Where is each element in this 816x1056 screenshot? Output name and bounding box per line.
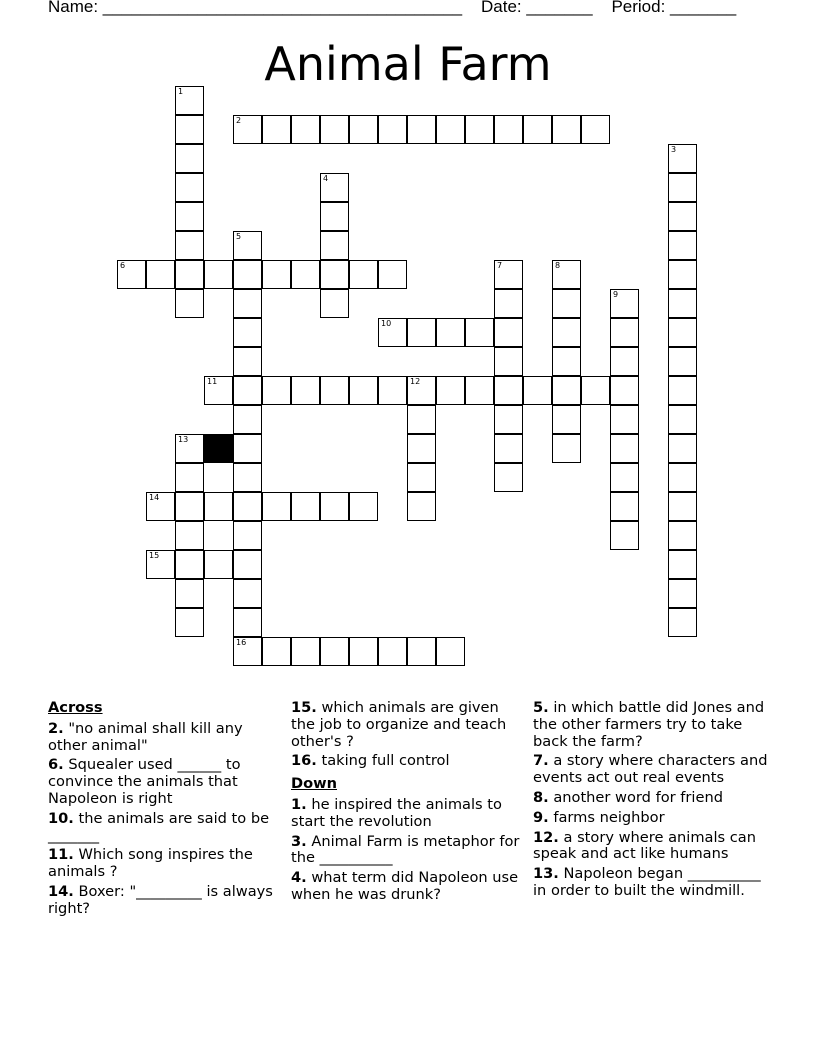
clue-down-12: 12. a story where animals can speak and act like humans bbox=[533, 828, 756, 863]
grid-cell[interactable] bbox=[552, 289, 581, 318]
grid-cell[interactable] bbox=[523, 376, 552, 405]
clue-number: 5 bbox=[236, 232, 242, 241]
page-title: Animal Farm bbox=[264, 37, 552, 91]
grid-cell[interactable] bbox=[436, 637, 465, 666]
grid-cell[interactable] bbox=[610, 463, 639, 492]
clue-number: 10 bbox=[381, 319, 392, 328]
clue-number: 3 bbox=[671, 145, 677, 154]
clue-number: 7 bbox=[497, 261, 503, 270]
grid-cell[interactable] bbox=[262, 637, 291, 666]
grid-cell[interactable] bbox=[552, 115, 581, 144]
grid-cell[interactable] bbox=[668, 231, 697, 260]
grid-cell[interactable] bbox=[668, 521, 697, 550]
grid-cell[interactable] bbox=[494, 463, 523, 492]
grid-cell[interactable] bbox=[262, 376, 291, 405]
grid-cell[interactable] bbox=[668, 463, 697, 492]
grid-cell[interactable] bbox=[407, 637, 436, 666]
grid-cell[interactable] bbox=[204, 492, 233, 521]
grid-cell[interactable] bbox=[233, 521, 262, 550]
clue-down-3: 3. Animal Farm is metaphor for the __________ bbox=[291, 832, 520, 867]
clue-down-8: 8. another word for friend bbox=[533, 788, 723, 806]
grid-cell[interactable] bbox=[378, 637, 407, 666]
black-cell bbox=[204, 434, 233, 463]
grid-cell[interactable] bbox=[552, 260, 581, 289]
grid-cell[interactable] bbox=[291, 492, 320, 521]
grid-cell[interactable] bbox=[465, 318, 494, 347]
grid-cell[interactable] bbox=[610, 318, 639, 347]
grid-cell[interactable] bbox=[233, 260, 262, 289]
grid-cell[interactable] bbox=[320, 376, 349, 405]
grid-cell[interactable] bbox=[320, 115, 349, 144]
grid-cell[interactable] bbox=[349, 637, 378, 666]
grid-cell[interactable] bbox=[233, 434, 262, 463]
clue-down-7: 7. a story where characters and events act out real events bbox=[533, 752, 768, 787]
grid-cell[interactable] bbox=[610, 376, 639, 405]
grid-cell[interactable] bbox=[233, 115, 262, 144]
grid-cell[interactable] bbox=[233, 231, 262, 260]
clue-down-4: 4. what term did Napoleon use when he was drunk? bbox=[291, 869, 519, 903]
grid-cell[interactable] bbox=[146, 260, 175, 289]
grid-cell[interactable] bbox=[204, 550, 233, 579]
grid-cell[interactable] bbox=[204, 376, 233, 405]
grid-cell[interactable] bbox=[175, 202, 204, 231]
grid-cell[interactable] bbox=[291, 260, 320, 289]
grid-cell[interactable] bbox=[146, 550, 175, 579]
grid-cell[interactable] bbox=[494, 318, 523, 347]
grid-cell[interactable] bbox=[494, 434, 523, 463]
grid-cell[interactable] bbox=[494, 289, 523, 318]
grid-cell[interactable] bbox=[668, 608, 697, 637]
grid-cell[interactable] bbox=[407, 434, 436, 463]
clue-number: 14 bbox=[149, 493, 160, 502]
grid-cell[interactable] bbox=[291, 115, 320, 144]
clues-column-2 bbox=[291, 700, 523, 907]
grid-cell[interactable] bbox=[494, 376, 523, 405]
grid-cell[interactable] bbox=[117, 260, 146, 289]
grid-cell[interactable] bbox=[320, 231, 349, 260]
grid-cell[interactable] bbox=[407, 376, 436, 405]
clue-number: 9 bbox=[613, 290, 619, 299]
grid-cell[interactable] bbox=[175, 86, 204, 115]
grid-cell[interactable] bbox=[552, 347, 581, 376]
grid-cell[interactable] bbox=[291, 376, 320, 405]
grid-cell[interactable] bbox=[175, 144, 204, 173]
grid-cell[interactable] bbox=[320, 173, 349, 202]
grid-cell[interactable] bbox=[291, 637, 320, 666]
grid-cell[interactable] bbox=[175, 260, 204, 289]
grid-cell[interactable] bbox=[581, 376, 610, 405]
grid-cell[interactable] bbox=[175, 289, 204, 318]
grid-cell[interactable] bbox=[233, 289, 262, 318]
grid-cell[interactable] bbox=[407, 405, 436, 434]
grid-cell[interactable] bbox=[610, 289, 639, 318]
clue-number: 11 bbox=[207, 377, 218, 386]
grid-cell[interactable] bbox=[552, 434, 581, 463]
grid-cell[interactable] bbox=[233, 376, 262, 405]
clue-down-9: 9. farms neighbor bbox=[533, 808, 665, 826]
grid-cell[interactable] bbox=[610, 405, 639, 434]
grid-cell[interactable] bbox=[349, 376, 378, 405]
grid-cell[interactable] bbox=[552, 318, 581, 347]
grid-cell[interactable] bbox=[320, 289, 349, 318]
grid-cell[interactable] bbox=[233, 492, 262, 521]
grid-cell[interactable] bbox=[552, 376, 581, 405]
grid-cell[interactable] bbox=[668, 144, 697, 173]
grid-cell[interactable] bbox=[436, 115, 465, 144]
down-heading: Down bbox=[291, 775, 338, 793]
grid-cell[interactable] bbox=[233, 318, 262, 347]
grid-cell[interactable] bbox=[465, 115, 494, 144]
clue-across-6: 6. Squealer used ______ to convince the animals that Napoleon is right bbox=[48, 756, 241, 807]
grid-cell[interactable] bbox=[378, 260, 407, 289]
grid-cell[interactable] bbox=[175, 115, 204, 144]
clues-column-3 bbox=[533, 700, 778, 903]
clue-number: 2 bbox=[236, 116, 242, 125]
clue-number: 6 bbox=[120, 261, 126, 270]
grid-cell[interactable] bbox=[436, 318, 465, 347]
grid-cell[interactable] bbox=[610, 347, 639, 376]
grid-cell[interactable] bbox=[610, 434, 639, 463]
grid-cell[interactable] bbox=[320, 492, 349, 521]
grid-cell[interactable] bbox=[407, 318, 436, 347]
clue-across-11: 11. Which song inspires the animals ? bbox=[48, 846, 253, 881]
grid-cell[interactable] bbox=[494, 405, 523, 434]
grid-cell[interactable] bbox=[146, 492, 175, 521]
grid-cell[interactable] bbox=[378, 318, 407, 347]
grid-cell[interactable] bbox=[233, 550, 262, 579]
grid-cell[interactable] bbox=[262, 492, 291, 521]
grid-cell[interactable] bbox=[552, 405, 581, 434]
clue-across-10: 10. the animals are said to be _______ bbox=[48, 809, 270, 844]
grid-cell[interactable] bbox=[407, 492, 436, 521]
grid-cell[interactable] bbox=[668, 405, 697, 434]
grid-cell[interactable] bbox=[610, 492, 639, 521]
clue-number: 13 bbox=[178, 435, 189, 444]
grid-cell[interactable] bbox=[320, 202, 349, 231]
grid-cell[interactable] bbox=[175, 492, 204, 521]
clue-number: 8 bbox=[555, 261, 561, 270]
grid-cell[interactable] bbox=[494, 115, 523, 144]
grid-cell[interactable] bbox=[668, 318, 697, 347]
grid-cell[interactable] bbox=[175, 579, 204, 608]
across-heading: Across bbox=[48, 699, 103, 716]
grid-cell[interactable] bbox=[407, 115, 436, 144]
grid-cell[interactable] bbox=[262, 115, 291, 144]
grid-cell[interactable] bbox=[668, 260, 697, 289]
grid-cell[interactable] bbox=[436, 376, 465, 405]
grid-cell[interactable] bbox=[465, 376, 494, 405]
grid-cell[interactable] bbox=[233, 405, 262, 434]
clue-down-1: 1. he inspired the animals to start the revolution bbox=[291, 795, 502, 830]
grid-cell[interactable] bbox=[233, 637, 262, 666]
grid-cell[interactable] bbox=[378, 115, 407, 144]
clue-number: 15 bbox=[149, 551, 160, 560]
clue-number: 12 bbox=[410, 377, 421, 386]
date-field[interactable]: Date: _______ bbox=[480, 0, 593, 16]
grid-cell[interactable] bbox=[233, 463, 262, 492]
grid-cell[interactable] bbox=[233, 347, 262, 376]
grid-cell[interactable] bbox=[233, 579, 262, 608]
grid-cell[interactable] bbox=[378, 376, 407, 405]
grid-cell[interactable] bbox=[581, 115, 610, 144]
grid-cell[interactable] bbox=[494, 347, 523, 376]
clue-across-14: 14. Boxer: "_________ is always right? bbox=[48, 882, 273, 917]
grid-cell[interactable] bbox=[668, 202, 697, 231]
grid-cell[interactable] bbox=[262, 260, 291, 289]
clue-down-13: 13. Napoleon began __________ in order to built the windmill. bbox=[533, 865, 761, 899]
grid-cell[interactable] bbox=[175, 231, 204, 260]
grid-cell[interactable] bbox=[668, 289, 697, 318]
grid-cell[interactable] bbox=[668, 550, 697, 579]
grid-cell[interactable] bbox=[668, 579, 697, 608]
grid-cell[interactable] bbox=[320, 260, 349, 289]
clue-across-15: 15. which animals are given the job to organize and teach other's ? bbox=[291, 699, 507, 750]
grid-cell[interactable] bbox=[668, 347, 697, 376]
grid-cell[interactable] bbox=[175, 521, 204, 550]
clues-column-1 bbox=[48, 700, 273, 921]
clue-across-16: 16. taking full control bbox=[291, 752, 450, 770]
clue-number: 1 bbox=[178, 87, 184, 96]
period-field[interactable]: Period: _______ bbox=[611, 0, 737, 16]
grid-cell[interactable] bbox=[523, 115, 552, 144]
grid-cell[interactable] bbox=[175, 173, 204, 202]
grid-cell[interactable] bbox=[349, 492, 378, 521]
grid-cell[interactable] bbox=[407, 463, 436, 492]
grid-cell[interactable] bbox=[175, 434, 204, 463]
grid-cell[interactable] bbox=[349, 260, 378, 289]
clue-across-2: 2. "no animal shall kill any other animal" bbox=[48, 719, 243, 754]
grid-cell[interactable] bbox=[668, 492, 697, 521]
grid-cell[interactable] bbox=[668, 173, 697, 202]
clue-number: 16 bbox=[236, 638, 247, 647]
clue-number: 4 bbox=[323, 174, 329, 183]
grid-cell[interactable] bbox=[668, 434, 697, 463]
clue-down-5: 5. in which battle did Jones and the other farmers try to take back the farm? bbox=[533, 699, 765, 750]
grid-cell[interactable] bbox=[233, 608, 262, 637]
grid-cell[interactable] bbox=[610, 521, 639, 550]
grid-cell[interactable] bbox=[175, 550, 204, 579]
grid-cell[interactable] bbox=[175, 463, 204, 492]
grid-cell[interactable] bbox=[320, 637, 349, 666]
grid-cell[interactable] bbox=[175, 608, 204, 637]
grid-cell[interactable] bbox=[494, 260, 523, 289]
name-field[interactable]: Name: ______________________________________ bbox=[48, 0, 463, 16]
grid-cell[interactable] bbox=[204, 260, 233, 289]
grid-cell[interactable] bbox=[668, 376, 697, 405]
grid-cell[interactable] bbox=[349, 115, 378, 144]
